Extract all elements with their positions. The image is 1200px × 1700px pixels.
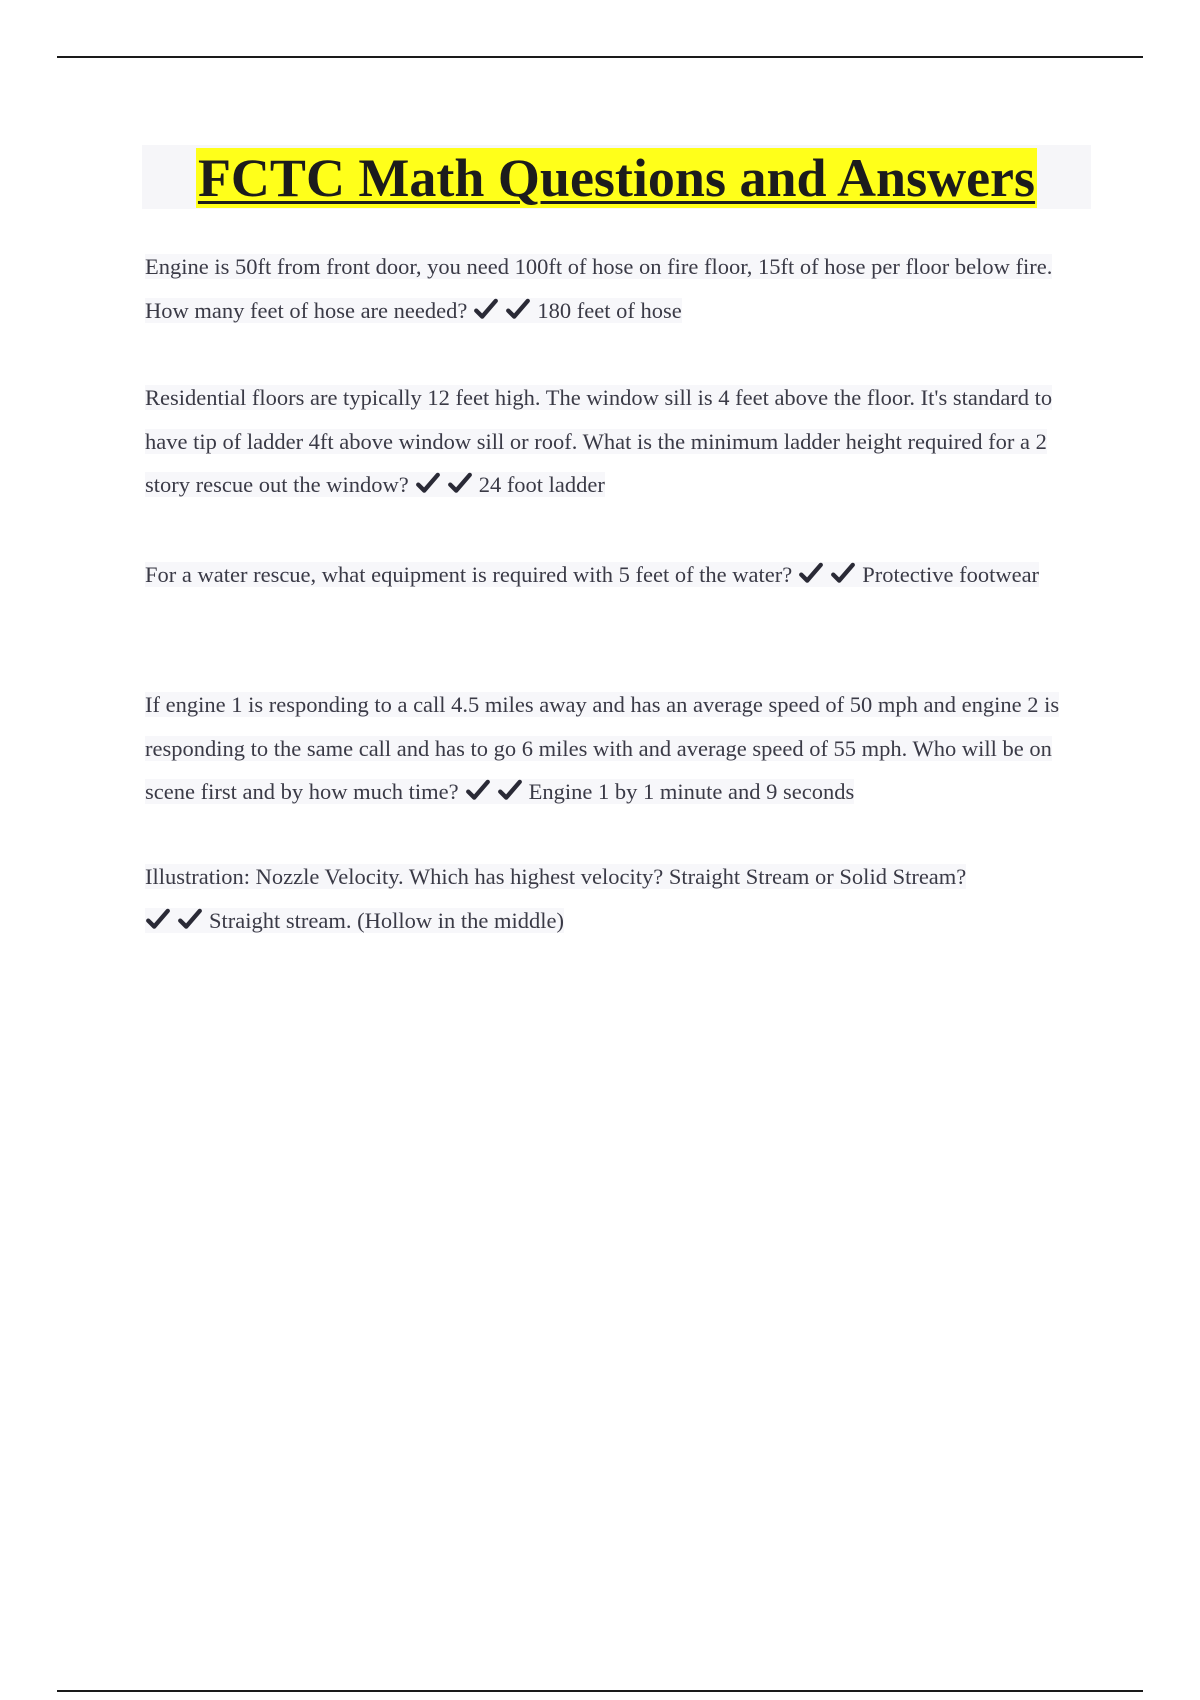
title-band xyxy=(142,145,1091,209)
double-checkmark-icon xyxy=(415,463,479,507)
question-text: Engine is 50ft from front door, you need 100ft of hose on fire floor, 15ft of hose per floor below fire. How many feet of hose are needed? xyxy=(145,254,1053,323)
footer-rule xyxy=(57,1690,1143,1692)
question-text: Residential floors are typically 12 feet high. The window sill is 4 feet above the floor. It's standard to have tip of ladder 4ft above window sill or roof. What is the minimum ladder height required for a 2 story rescue out the window? xyxy=(145,385,1053,497)
question-text: If engine 1 is responding to a call 4.5 miles away and has an average speed of 50 mph and engine 2 is responding to the same call and has to go 6 miles with and average speed of 55 mph. Who will be on scene first and by how much time? xyxy=(145,692,1060,804)
answer-text: 24 foot ladder xyxy=(478,472,605,497)
qa-item xyxy=(145,855,1090,942)
double-checkmark-icon xyxy=(473,289,537,333)
question-text: For a water rescue, what equipment is required with 5 feet of the water? xyxy=(145,562,793,587)
answer-text: Protective footwear xyxy=(862,562,1040,587)
double-checkmark-icon xyxy=(798,553,862,597)
answer-text: Engine 1 by 1 minute and 9 seconds xyxy=(528,779,855,804)
question-text: Illustration: Nozzle Velocity. Which has highest velocity? Straight Stream or Solid Stream? xyxy=(145,864,967,889)
answer-text: Straight stream. (Hollow in the middle) xyxy=(209,907,564,933)
answer-text: 180 feet of hose xyxy=(537,297,682,323)
page-title: FCTC Math Questions and Answers xyxy=(197,148,1036,208)
header-rule xyxy=(57,56,1143,58)
qa-item xyxy=(145,245,1090,332)
qa-item xyxy=(145,683,1090,814)
double-checkmark-icon xyxy=(145,899,209,943)
qa-item xyxy=(145,376,1090,507)
double-checkmark-icon xyxy=(465,770,529,814)
qa-item xyxy=(145,553,1090,597)
